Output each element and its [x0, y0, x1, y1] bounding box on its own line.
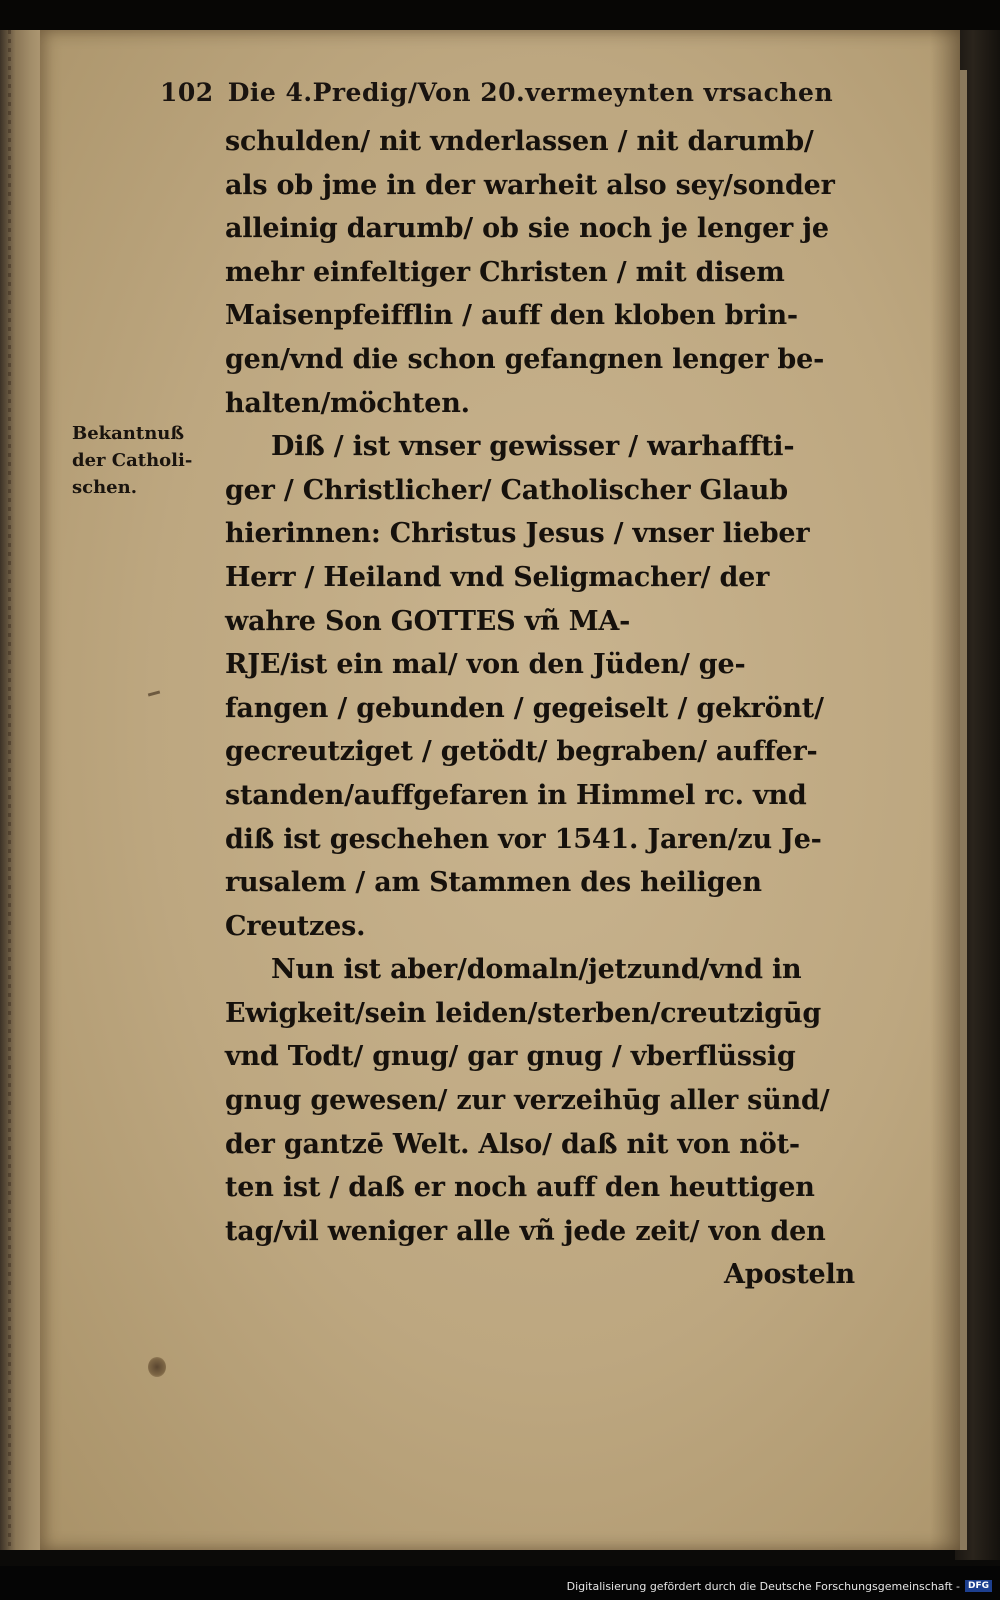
text-line: Herr / Heiland vnd Seligmacher/ der: [225, 561, 770, 593]
margin-note: [72, 420, 222, 501]
text-line: Creutzes.: [225, 910, 366, 942]
text-line: ten ist / daß er noch auff den heuttigen: [225, 1172, 815, 1204]
text-line: fangen / gebunden / gegeiselt / gekrönt/: [225, 692, 824, 724]
digitization-credit: [567, 1577, 992, 1595]
text-line: tag/vil weniger alle vñ jede zeit/ von den: [225, 1215, 826, 1247]
text-line: standen/auffgefaren in Himmel rc. vnd: [225, 779, 807, 811]
text-line: Ewigkeit/sein leiden/sterben/creutzigūg: [225, 997, 822, 1029]
page-number: 102: [160, 78, 214, 107]
text-line: mehr einfeltiger Christen / mit disem: [225, 256, 785, 288]
book-cover-right: [955, 30, 1000, 1560]
running-head-title: Die 4.Predig/Von 20.vermeynten vrsachen: [227, 78, 834, 107]
margin-note-line: schen.: [72, 477, 137, 498]
text-line: vnd Todt/ gnug/ gar gnug / vberflüssig: [225, 1041, 796, 1073]
margin-note-line: der Catholi-: [72, 450, 193, 471]
text-line: ger / Christlicher/ Catholischer Glaub: [225, 474, 788, 506]
credit-text: Digitalisierung gefördert durch die Deutsche Forschungsgemeinschaft -: [566, 1579, 960, 1593]
text-line: der gantzē Welt. Also/ daß nit von nöt-: [225, 1128, 800, 1160]
text-line: gecreutziget / getödt/ begraben/ auffer-: [225, 736, 818, 768]
body-text: [225, 120, 855, 1297]
scanner-frame-top: [0, 0, 1000, 30]
text-line: diß ist geschehen vor 1541. Jaren/zu Je-: [225, 823, 822, 855]
text-line: gnug gewesen/ zur verzeihūg aller sünd/: [225, 1085, 830, 1117]
text-line: gen/vnd die schon gefangnen lenger be-: [225, 343, 825, 375]
text-line: halten/möchten.: [225, 387, 470, 419]
paragraph-start-line: Nun ist aber/domaln/jetzund/vnd in: [271, 954, 802, 986]
text-line: schulden/ nit vnderlassen / nit darumb/: [225, 126, 814, 157]
ink-spot: [148, 1357, 166, 1377]
text-line: als ob jme in der warheit also sey/sonder: [225, 169, 835, 201]
text-line: RJE/ist ein mal/ von den Jüden/ ge-: [225, 649, 746, 681]
text-line: hierinnen: Christus Jesus / vnser lieber: [225, 518, 810, 550]
paragraph-start-line: Diß / ist vnser gewisser / warhaffti-: [271, 431, 795, 463]
text-line: wahre Son GOTTES vñ MA-: [225, 605, 631, 637]
margin-note-line: Bekantnuß: [72, 423, 185, 444]
text-line: alleinig darumb/ ob sie noch je lenger je: [225, 213, 829, 245]
dfg-logo: DFG: [965, 1580, 992, 1592]
text-line: rusalem / am Stammen des heiligen: [225, 867, 762, 899]
text-line: Maisenpfeifflin / auff den kloben brin-: [225, 300, 798, 332]
catchword: Aposteln: [724, 1259, 855, 1291]
running-header: [160, 78, 860, 118]
